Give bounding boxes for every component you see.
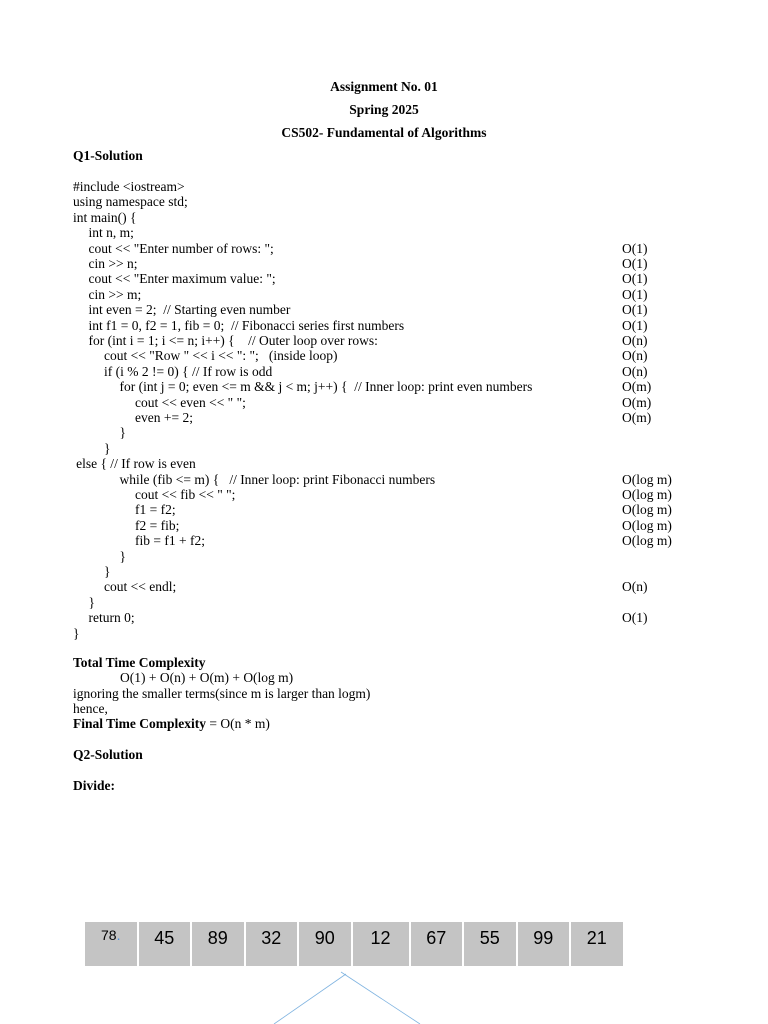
array-cell: 21 <box>571 922 623 966</box>
code-line: f2 = fib; <box>135 517 180 533</box>
complexity-label: O(m) <box>622 394 652 410</box>
split-line-left <box>274 974 346 1024</box>
course-title: CS502- Fundamental of Algorithms <box>281 125 487 140</box>
code-line: return 0; <box>88 610 135 626</box>
total-label: Total Time Complexity <box>73 655 206 670</box>
code-line: } <box>104 564 111 579</box>
code-line: if (i % 2 != 0) { // If row is odd <box>104 363 273 379</box>
code-line: for (int i = 1; i <= n; i++) { // Outer loop over rows: <box>88 333 378 348</box>
assignment-title: Assignment No. 01 <box>330 79 438 94</box>
code-line: } <box>104 440 111 456</box>
complexity-label: O(1) <box>622 317 648 333</box>
code-line: } <box>119 425 126 441</box>
array-cell: 45 <box>139 922 191 966</box>
code-line: while (fib <= m) { // Inner loop: print Fibonacci numbers <box>119 471 436 487</box>
code-line: even += 2; <box>135 410 193 425</box>
complexity-label: O(log m) <box>622 533 672 549</box>
code-line: cin >> n; <box>88 256 138 271</box>
complexity-label: O(1) <box>622 256 648 271</box>
complexity-label: O(m) <box>622 410 652 425</box>
array-cell: 89 <box>192 922 244 966</box>
final-value: = O(n * m) <box>206 716 270 731</box>
complexity-label: O(log m) <box>622 487 672 502</box>
code-line: for (int j = 0; even <= m && j < m; j++) { // Inner loop: print even numbers <box>119 379 533 395</box>
code-line: cout << fib << " "; <box>135 487 236 502</box>
code-line: int main() { <box>73 209 137 225</box>
divide-heading: Divide: <box>73 778 115 793</box>
code-line: fib = f1 + f2; <box>135 533 205 549</box>
complexity-label: O(1) <box>622 271 648 287</box>
split-line-right <box>341 972 420 1024</box>
q1-heading: Q1-Solution <box>73 148 143 163</box>
array-cell: 12 <box>353 922 409 966</box>
hence-text: hence, <box>73 701 108 716</box>
cursor-dot: . <box>116 927 121 943</box>
complexity-label: O(1) <box>622 610 648 626</box>
code-line: cout << endl; <box>104 579 177 595</box>
code-line: } <box>73 625 80 641</box>
array-cell: 55 <box>464 922 516 966</box>
final-label: Final Time Complexity <box>73 716 207 731</box>
code-line: int even = 2; // Starting even number <box>88 302 291 318</box>
complexity-label: O(log m) <box>622 471 672 487</box>
code-line: using namespace std; <box>73 194 188 210</box>
code-line: cout << even << " "; <box>135 394 246 410</box>
complexity-label: O(1) <box>622 240 648 256</box>
complexity-label: O(1) <box>622 286 648 302</box>
code-line: else { // If row is even <box>76 456 196 472</box>
complexity-label: O(n) <box>622 348 648 364</box>
array-cell: 99 <box>518 922 570 966</box>
code-line: } <box>88 594 95 610</box>
array-cell-value: 78 <box>101 927 117 943</box>
code-line: } <box>119 548 126 564</box>
code-line: cout << "Enter maximum value: "; <box>88 271 276 287</box>
array-cell: 32 <box>246 922 298 966</box>
code-line: f1 = f2; <box>135 502 176 518</box>
semester-title: Spring 2025 <box>349 102 419 117</box>
code-line: cout << "Enter number of rows: "; <box>88 240 274 256</box>
total-expression: O(1) + O(n) + O(m) + O(log m) <box>120 670 294 685</box>
q2-heading: Q2-Solution <box>73 747 143 762</box>
code-line: int f1 = 0, f2 = 1, fib = 0; // Fibonacci series first numbers <box>88 317 405 333</box>
complexity-label: O(n) <box>622 333 648 348</box>
complexity-label: O(log m) <box>622 502 672 518</box>
ignore-note: ignoring the smaller terms(since m is larger than logm) <box>73 686 371 701</box>
complexity-label: O(log m) <box>622 517 672 533</box>
complexity-label: O(1) <box>622 302 648 318</box>
code-line: int n, m; <box>88 225 134 241</box>
complexity-label: O(n) <box>622 363 648 379</box>
code-line: #include <iostream> <box>73 179 185 194</box>
array-cell: 67 <box>411 922 463 966</box>
code-line: cin >> m; <box>88 286 142 302</box>
code-line: cout << "Row " << i << ": "; (inside loop) <box>104 348 338 364</box>
complexity-label: O(n) <box>622 579 648 595</box>
complexity-label: O(m) <box>622 379 652 395</box>
array-cell: 90 <box>299 922 351 966</box>
